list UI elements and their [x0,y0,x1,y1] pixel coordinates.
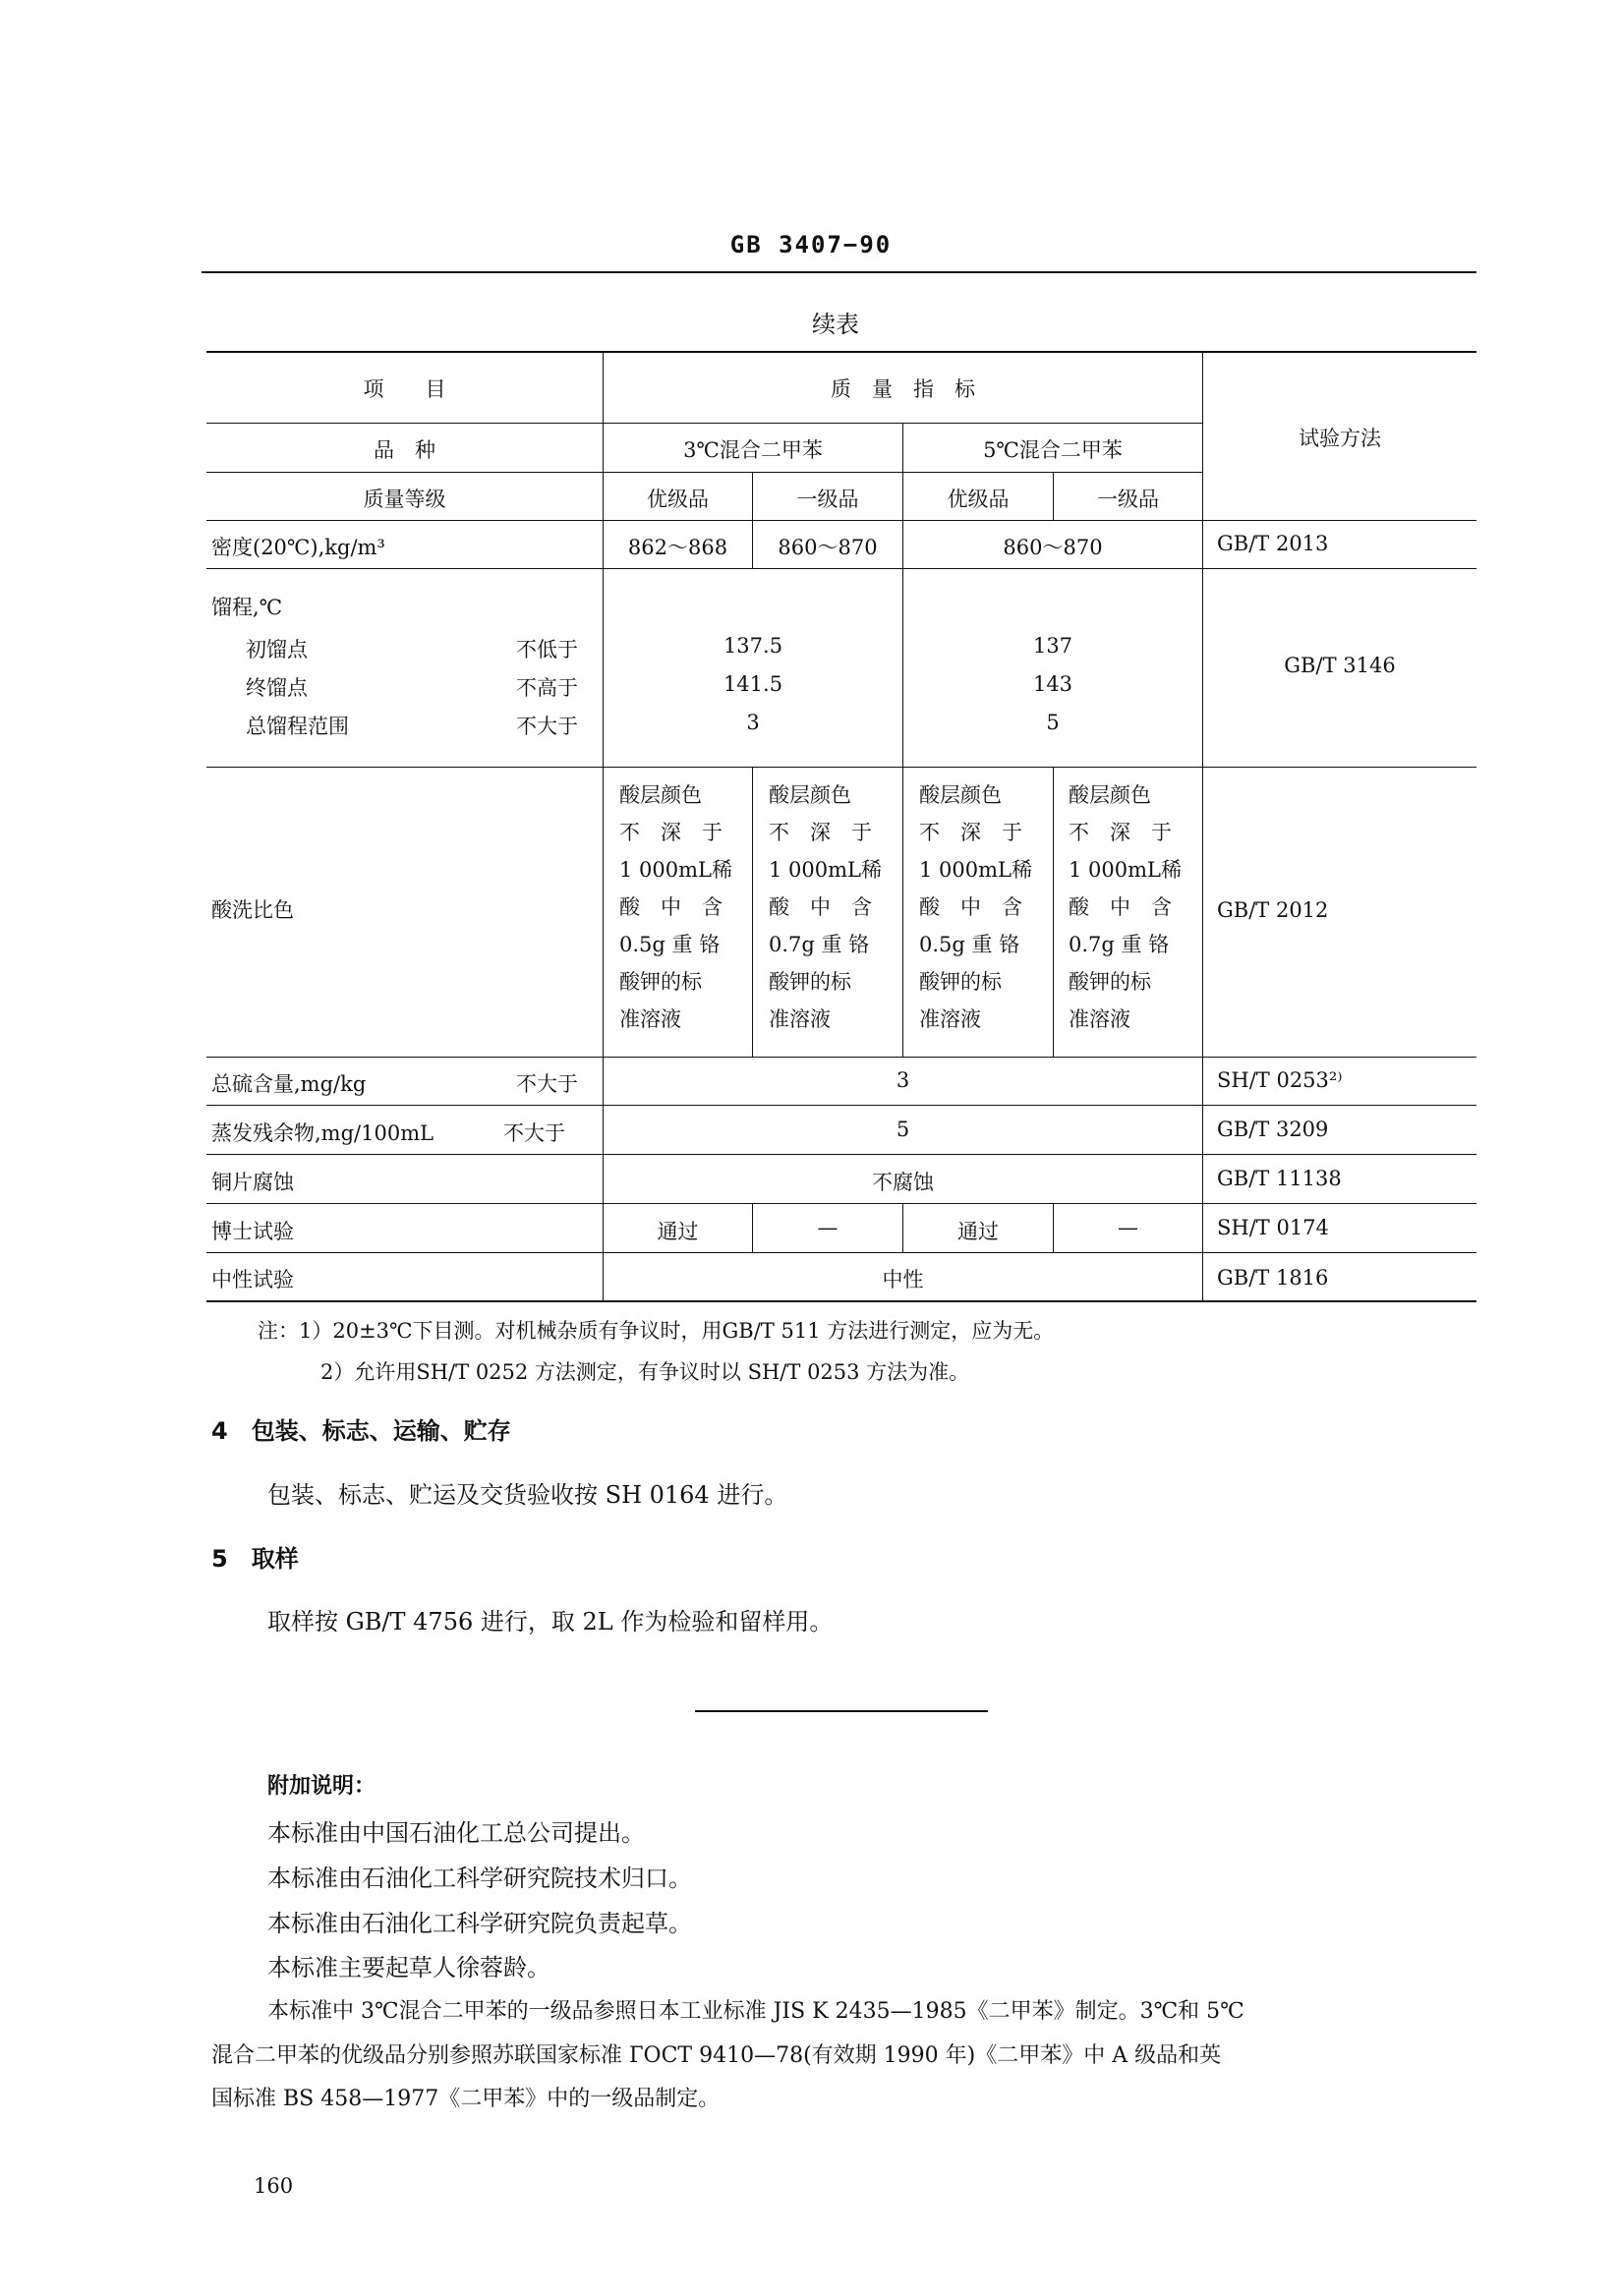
acid-line: 1 000mL稀 [769,858,882,882]
head-variety: 品 种 [374,438,435,462]
acid-line: 不 深 于 [769,821,872,844]
acid-c2 [769,776,889,1038]
acid-line: 酸 中 含 [919,895,1022,919]
acid-line: 0.5g 重 铬 [919,933,1020,956]
acid-line: 酸 中 含 [1069,895,1172,919]
col-rule [752,767,753,1057]
acid-c4 [1069,776,1188,1038]
fbp-cond: 不高于 [516,676,578,700]
fbp-label: 终馏点 [246,676,308,700]
acid-line: 酸层颜色 [619,783,702,807]
neutral-method: GB/T 1816 [1217,1266,1329,1290]
acid-line: 准溶液 [769,1007,831,1031]
residue-cond: 不大于 [503,1121,565,1145]
density-label: 密度(20℃),kg/m³ [211,536,385,559]
head-var3: 3℃混合二甲苯 [683,438,823,462]
acid-line: 不 深 于 [1069,821,1172,844]
head-method: 试验方法 [1299,427,1381,450]
acid-line: 1 000mL稀 [919,858,1032,882]
range-5: 5 [1046,711,1060,734]
copper-value: 不腐蚀 [872,1171,934,1194]
head-var5: 5℃混合二甲苯 [983,438,1123,462]
row-rule [206,1203,1476,1204]
density-method: GB/T 2013 [1217,532,1329,555]
sulfur-cond: 不大于 [516,1072,578,1096]
acid-c1 [619,776,739,1038]
appendix-line: 本标准由石油化工科学研究院负责起草。 [267,1910,692,1937]
row-rule [206,1154,1476,1155]
acid-line: 酸层颜色 [1069,783,1151,807]
note-2: 2）允许用SH/T 0252 方法测定，有争议时以 SH/T 0253 方法为准。 [320,1360,970,1384]
acid-line: 酸钾的标 [619,970,702,994]
copper-label: 铜片腐蚀 [211,1171,294,1194]
residue-value: 5 [896,1118,910,1141]
acid-line: 酸 中 含 [769,895,872,919]
appendix-para-2: 混合二甲苯的优级品分别参照苏联国家标准 ГОСТ 9410—78(有效期 1990 年)《二甲苯》中 A 级品和英 [211,2043,1222,2068]
grade-premium-5: 优级品 [947,488,1010,511]
section-5-heading: 5 取样 [211,1545,299,1573]
density-v2: 860～870 [778,536,878,559]
col-rule [1202,351,1203,1301]
copper-method: GB/T 11138 [1217,1167,1342,1190]
row-rule [206,423,1203,424]
acid-line: 酸层颜色 [769,783,851,807]
row-rule [206,1057,1476,1058]
acid-line: 酸钾的标 [1069,970,1151,994]
acid-line: 0.7g 重 铬 [1069,933,1170,956]
acid-line: 酸钾的标 [769,970,851,994]
header-rule [202,271,1476,273]
table-top-rule [206,351,1476,353]
residue-method: GB/T 3209 [1217,1118,1329,1141]
table-caption: 续表 [812,311,859,338]
appendix-line: 本标准主要起草人徐蓉龄。 [267,1954,550,1981]
doctor-method: SH/T 0174 [1217,1216,1329,1239]
appendix-line: 本标准由中国石油化工总公司提出。 [267,1819,645,1847]
row-rule [206,767,1476,768]
ibp-5: 137 [1032,634,1073,658]
col-rule [1053,767,1054,1057]
ibp-3: 137.5 [723,634,783,658]
distill-method: GB/T 3146 [1284,654,1396,677]
section-5-text: 取样按 GB/T 4756 进行，取 2L 作为检验和留样用。 [267,1608,834,1636]
head-item: 项 目 [363,377,446,401]
grade-premium-3: 优级品 [647,488,709,511]
acid-label: 酸洗比色 [211,898,294,922]
acid-line: 不 深 于 [619,821,723,844]
acid-line: 1 000mL稀 [1069,858,1182,882]
page-number: 160 [254,2174,294,2198]
col-rule [902,767,903,1057]
acid-line: 1 000mL稀 [619,858,732,882]
section-4-heading: 4 包装、标志、运输、贮存 [211,1417,511,1445]
density-v3: 860～870 [1003,536,1103,559]
acid-line: 酸钾的标 [919,970,1002,994]
sulfur-value: 3 [896,1068,910,1092]
table-bottom-rule [206,1300,1476,1302]
fbp-3: 141.5 [723,672,783,696]
acid-line: 0.5g 重 铬 [619,933,721,956]
appendix-para-3: 国标准 BS 458—1977《二甲苯》中的一级品制定。 [211,2087,721,2111]
neutral-value: 中性 [882,1268,924,1292]
row-rule [206,1105,1476,1106]
row-rule [206,568,1476,569]
standard-code: GB 3407−90 [729,231,893,258]
acid-line: 准溶液 [1069,1007,1130,1031]
head-grade: 质量等级 [363,488,446,511]
residue-label: 蒸发残余物,mg/100mL [211,1121,434,1145]
acid-line: 0.7g 重 铬 [769,933,870,956]
range-cond: 不大于 [516,715,578,738]
note-1: 注：1）20±3℃下目测。对机械杂质有争议时，用GB/T 511 方法进行测定，应为无。 [258,1319,1055,1343]
acid-method: GB/T 2012 [1217,898,1329,922]
doctor-v1: 通过 [657,1220,699,1243]
grade-first-5: 一级品 [1097,488,1159,511]
grade-first-3: 一级品 [796,488,859,511]
head-quality: 质 量 指 标 [831,377,975,401]
section-divider [695,1710,988,1712]
section-4-text: 包装、标志、贮运及交货验收按 SH 0164 进行。 [267,1481,788,1509]
ibp-label: 初馏点 [246,638,308,661]
appendix-para-1: 本标准中 3℃混合二甲苯的一级品参照日本工业标准 JIS K 2435—1985《二甲苯》制定。3℃和 5℃ [267,1999,1244,2024]
sulfur-method: SH/T 0253²⁾ [1217,1068,1343,1092]
doctor-v4: — [1118,1216,1138,1239]
appendix-line: 本标准由石油化工科学研究院技术归口。 [267,1865,692,1892]
acid-line: 准溶液 [919,1007,981,1031]
doctor-v2: — [817,1216,838,1239]
distill-label: 馏程,℃ [211,596,283,619]
density-v1: 862～868 [627,536,728,559]
doctor-label: 博士试验 [211,1220,294,1243]
acid-line: 准溶液 [619,1007,681,1031]
appendix-heading: 附加说明： [267,1774,376,1799]
acid-c3 [919,776,1039,1038]
doctor-v3: 通过 [957,1220,999,1243]
range-3: 3 [746,711,760,734]
ibp-cond: 不低于 [516,638,578,661]
row-rule [206,1252,1476,1253]
fbp-5: 143 [1032,672,1073,696]
acid-line: 酸 中 含 [619,895,723,919]
range-label: 总馏程范围 [246,715,349,738]
acid-line: 酸层颜色 [919,783,1002,807]
row-rule [206,520,1476,521]
neutral-label: 中性试验 [211,1268,294,1292]
sulfur-label: 总硫含量,mg/kg [211,1072,367,1096]
acid-line: 不 深 于 [919,821,1022,844]
